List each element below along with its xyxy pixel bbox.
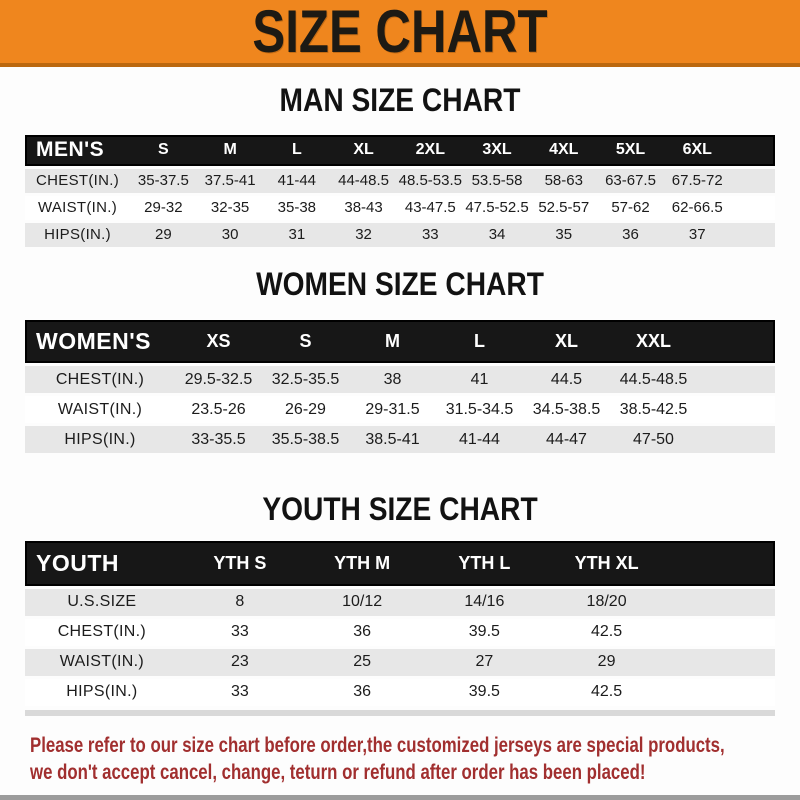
youth-size-column-header: YTH XL	[574, 552, 639, 573]
men-size-table	[25, 135, 775, 247]
women-value-cell: 33-35.5	[191, 430, 246, 448]
men-value-cell: 29-32	[144, 199, 183, 217]
men-value-cell: 57-62	[611, 199, 650, 217]
youth-value-cell: 42.5	[591, 623, 623, 641]
women-value-cell: 35.5-38.5	[271, 430, 340, 448]
women-measurement-row	[25, 426, 775, 453]
men-size-column-header: 4XL	[549, 141, 579, 159]
men-group-label: MEN'S	[36, 138, 105, 162]
men-size-column-header: S	[158, 141, 169, 159]
youth-value-cell: 33	[230, 623, 249, 641]
youth-value-cell: 29	[597, 653, 616, 671]
men-value-cell: 35-38	[277, 199, 317, 217]
youth-header-bar	[25, 541, 775, 586]
men-value-cell: 43-47.5	[404, 199, 456, 217]
men-value-cell: 67.5-72	[671, 172, 723, 190]
youth-value-cell: 27	[475, 653, 494, 671]
men-size-column-header: 3XL	[482, 141, 512, 159]
women-value-cell: 44.5	[550, 370, 583, 388]
men-value-cell: 37.5-41	[204, 172, 256, 190]
women-value-cell: 26-29	[285, 400, 326, 418]
youth-value-cell: 8	[235, 593, 245, 611]
men-value-cell: 31	[288, 226, 306, 244]
youth-row-label: U.S.SIZE	[67, 593, 137, 611]
women-value-cell: 41	[470, 370, 489, 388]
men-value-cell: 32-35	[210, 199, 250, 217]
men-value-cell: 53.5-58	[471, 172, 523, 190]
men-row-label: WAIST(IN.)	[37, 199, 118, 217]
men-value-cell: 62-66.5	[671, 199, 723, 217]
women-value-cell: 32.5-35.5	[271, 370, 340, 388]
youth-value-cell: 10/12	[342, 593, 383, 611]
disclaimer	[0, 732, 800, 786]
men-value-cell: 33	[421, 226, 439, 244]
youth-row-label: CHEST(IN.)	[57, 623, 147, 641]
men-size-column-header: L	[291, 141, 302, 159]
women-size-column-header: XXL	[635, 331, 671, 352]
women-size-column-header: M	[385, 331, 400, 352]
youth-row-label: HIPS(IN.)	[66, 683, 138, 701]
women-value-cell: 44-47	[546, 430, 587, 448]
women-measurement-row	[25, 366, 775, 393]
women-value-cell: 31.5-34.5	[445, 400, 514, 418]
disclaimer-line-2: we don't accept cancel, change, teturn or refund after order has been placed!	[30, 760, 646, 784]
youth-measurement-row	[25, 619, 775, 646]
women-measurement-row	[25, 396, 775, 423]
men-value-cell: 35	[555, 226, 573, 244]
women-size-column-header: XL	[554, 331, 578, 352]
women-size-table	[25, 320, 775, 453]
men-measurement-row	[25, 196, 775, 220]
youth-table-bottom-strip	[25, 710, 775, 716]
page-title: SIZE CHART	[252, 0, 548, 65]
men-chart-heading: MAN SIZE CHART	[279, 82, 521, 118]
youth-value-cell: 36	[353, 623, 371, 641]
youth-value-cell: 39.5	[468, 683, 500, 701]
women-row-label: CHEST(IN.)	[55, 370, 145, 388]
youth-value-cell: 42.5	[591, 683, 623, 701]
men-measurement-row	[25, 223, 775, 247]
youth-value-cell: 36	[353, 683, 371, 701]
youth-section	[0, 493, 800, 716]
disclaimer-line-1: Please refer to our size chart before order,the customized jerseys are special products,	[30, 733, 725, 757]
youth-size-column-header: YTH L	[458, 552, 511, 573]
bottom-edge-strip	[0, 795, 800, 800]
youth-size-column-header: YTH S	[213, 552, 267, 573]
women-value-cell: 38.5-42.5	[619, 400, 688, 418]
youth-measurement-row	[25, 649, 775, 676]
men-value-cell: 35-37.5	[137, 172, 189, 190]
youth-size-table	[25, 541, 775, 706]
title-banner	[0, 0, 800, 67]
men-value-cell: 41-44	[277, 172, 317, 190]
women-size-column-header: L	[474, 331, 485, 352]
men-size-column-header: 2XL	[415, 141, 445, 159]
men-row-label: HIPS(IN.)	[44, 226, 111, 244]
youth-chart-heading: YOUTH SIZE CHART	[262, 491, 538, 528]
men-header-bar	[25, 135, 775, 166]
youth-value-cell: 18/20	[586, 593, 627, 611]
youth-measurement-row	[25, 589, 775, 616]
men-size-column-header: XL	[353, 141, 374, 159]
youth-value-cell: 33	[230, 683, 249, 701]
women-group-label: WOMEN'S	[36, 328, 152, 355]
women-value-cell: 29-31.5	[365, 400, 420, 418]
youth-value-cell: 23	[230, 653, 249, 671]
men-size-column-header: 6XL	[682, 141, 712, 159]
women-section	[0, 265, 800, 454]
men-size-column-header: 5XL	[615, 141, 646, 159]
women-row-label: HIPS(IN.)	[64, 430, 136, 448]
women-value-cell: 38	[383, 370, 402, 388]
men-section	[0, 84, 800, 247]
women-value-cell: 29.5-32.5	[184, 370, 253, 388]
women-value-cell: 34.5-38.5	[532, 400, 601, 418]
men-size-column-header: M	[223, 141, 237, 159]
men-value-cell: 37	[688, 226, 706, 244]
women-value-cell: 47-50	[633, 430, 674, 448]
women-chart-heading: WOMEN SIZE CHART	[256, 265, 544, 302]
youth-value-cell: 14/16	[464, 593, 505, 611]
men-measurement-row	[25, 169, 775, 193]
men-value-cell: 29	[155, 226, 172, 244]
women-value-cell: 44.5-48.5	[619, 370, 688, 388]
youth-value-cell: 25	[353, 653, 371, 671]
women-size-column-header: S	[299, 331, 312, 352]
men-value-cell: 30	[221, 226, 239, 244]
women-value-cell: 23.5-26	[191, 400, 246, 418]
men-value-cell: 47.5-52.5	[465, 199, 529, 217]
men-value-cell: 32	[355, 226, 372, 244]
men-value-cell: 48.5-53.5	[398, 172, 462, 190]
men-value-cell: 34	[488, 226, 506, 244]
women-value-cell: 41-44	[459, 430, 500, 448]
women-value-cell: 38.5-41	[365, 430, 420, 448]
men-value-cell: 38-43	[344, 199, 383, 217]
men-value-cell: 44-48.5	[338, 172, 389, 190]
youth-size-column-header: YTH M	[334, 552, 391, 573]
youth-row-label: WAIST(IN.)	[59, 653, 144, 671]
men-value-cell: 63-67.5	[605, 172, 656, 190]
men-value-cell: 36	[622, 226, 639, 244]
youth-measurement-row	[25, 679, 775, 706]
men-row-label: CHEST(IN.)	[36, 172, 119, 190]
men-value-cell: 52.5-57	[538, 199, 590, 217]
men-value-cell: 58-63	[544, 172, 583, 190]
women-row-label: WAIST(IN.)	[57, 400, 143, 418]
women-size-column-header: XS	[206, 331, 231, 352]
youth-group-label: YOUTH	[36, 549, 119, 576]
youth-value-cell: 39.5	[468, 623, 500, 641]
women-header-bar	[25, 320, 775, 363]
